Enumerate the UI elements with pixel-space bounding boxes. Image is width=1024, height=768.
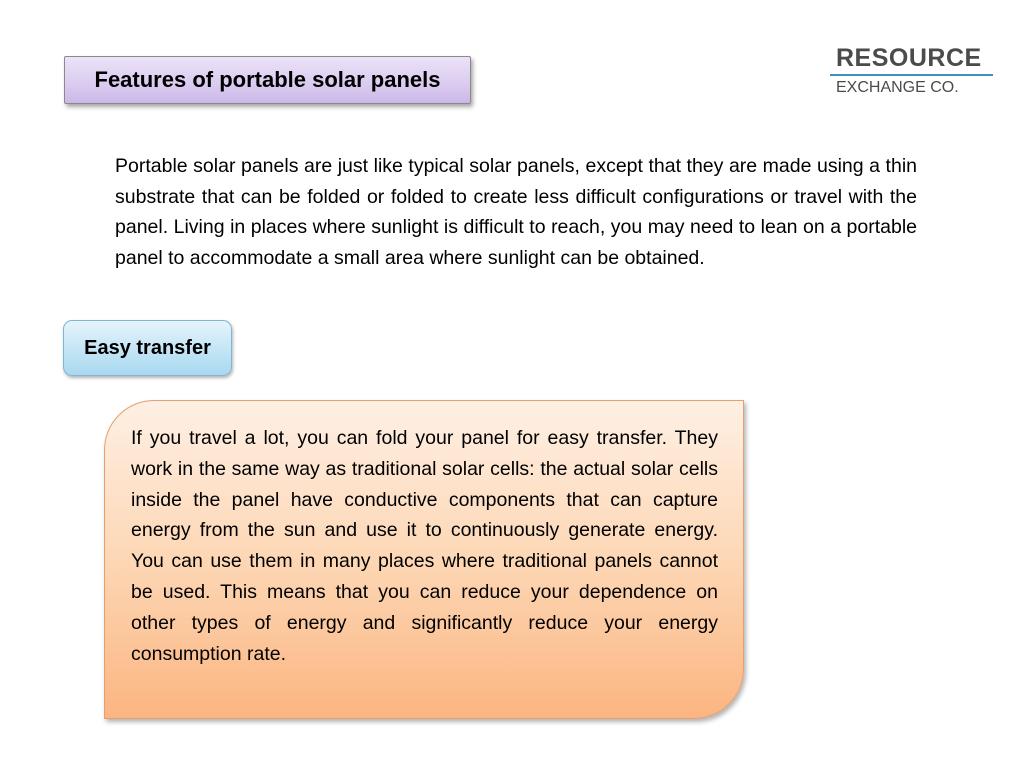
logo-wordmark-bottom: EXCHANGE CO. [836,79,959,96]
callout-paragraph: If you travel a lot, you can fold your panel for easy transfer. They work in the same way as traditional solar cells: the actual solar cells inside the panel have conductive components that can capture energy from the sun and use it to continuously generate energy. You can use them in many places where traditional panels cannot be used. This means that you can reduce your dependence on other types of energy and significantly reduce your energy consumption rate. [131,427,718,665]
slide-title-box [64,56,471,104]
callout-box [104,400,744,719]
slide-title: Features of portable solar panels [94,67,441,92]
intro-paragraph: Portable solar panels are just like typical solar panels, except that they are made using a thin substrate that can be folded or folded to create less difficult configurations or travel with the panel. Living in places where sunlight is difficult to reach, you may need to lean on a portable panel to accommodate a small area where sunlight can be obtained. [115,155,917,269]
logo-divider [830,74,993,76]
section-label-box [63,320,232,376]
company-logo [828,44,994,100]
section-label: Easy transfer [84,336,211,359]
logo-wordmark-top: RESOURCE [836,44,982,72]
